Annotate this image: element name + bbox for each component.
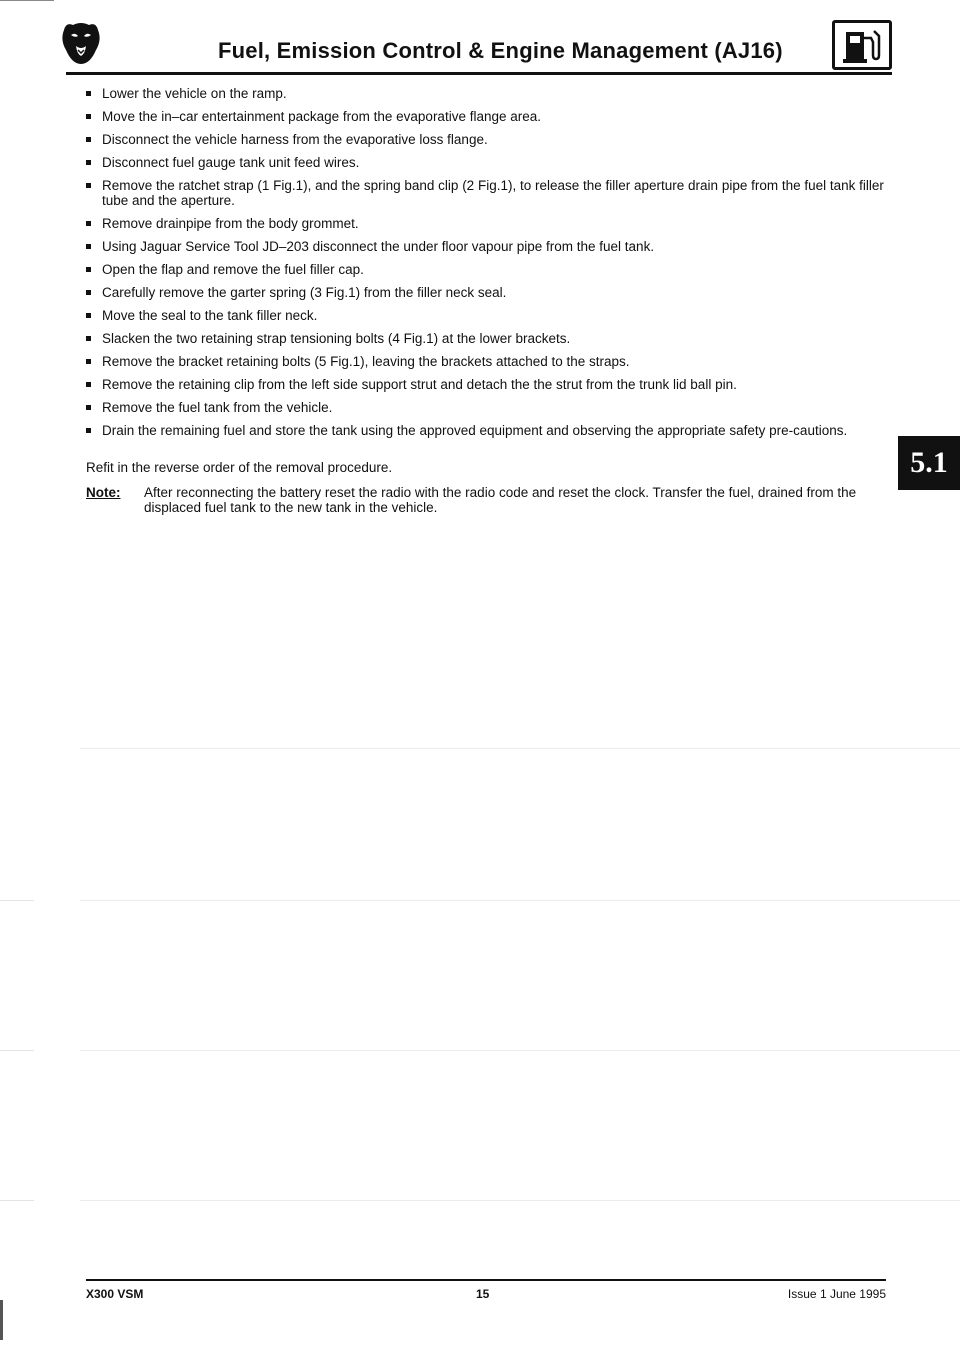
faint-guide-line: [80, 1050, 960, 1051]
bullet-icon: [86, 405, 91, 410]
note-label: Note:: [86, 485, 121, 500]
faint-guide-line: [80, 748, 960, 749]
section-tab: 5.1: [898, 436, 960, 490]
header-rule: [66, 72, 892, 75]
page-header: [58, 14, 894, 76]
procedure-step: Remove the retaining clip from the left side support strut and detach the the strut from the trunk lid ball pin.: [86, 377, 886, 392]
procedure-step: Slacken the two retaining strap tensioning bolts (4 Fig.1) at the lower brackets.: [86, 331, 886, 346]
binding-mark: [0, 1300, 3, 1340]
bullet-icon: [86, 290, 91, 295]
bullet-icon: [86, 244, 91, 249]
faint-guide-line: [80, 1200, 960, 1201]
procedure-step: Disconnect the vehicle harness from the evaporative loss flange.: [86, 132, 886, 147]
bullet-icon: [86, 359, 91, 364]
note-block: [86, 485, 886, 515]
page-title: Fuel, Emission Control & Engine Management (AJ16): [218, 38, 783, 63]
faint-guide-line: [80, 900, 960, 901]
jaguar-head-logo: [58, 20, 104, 66]
top-edge-line: [0, 0, 54, 1]
procedure-step: Remove the bracket retaining bolts (5 Fig.1), leaving the brackets attached to the straps.: [86, 354, 886, 369]
page-number: 15: [476, 1287, 490, 1301]
edge-mark: [0, 1200, 34, 1201]
procedure-step: Move the in–car entertainment package from the evaporative flange area.: [86, 109, 886, 124]
edge-mark: [0, 1050, 34, 1051]
footer-rule: [86, 1279, 886, 1281]
bullet-icon: [86, 382, 91, 387]
procedure-content: [86, 86, 886, 515]
bullet-icon: [86, 137, 91, 142]
procedure-step: Remove drainpipe from the body grommet.: [86, 216, 886, 231]
procedure-step: Using Jaguar Service Tool JD–203 disconnect the under floor vapour pipe from the fuel tank.: [86, 239, 886, 254]
fuel-pump-icon: [835, 23, 889, 67]
procedure-step: Lower the vehicle on the ramp.: [86, 86, 886, 101]
procedure-step: Move the seal to the tank filler neck.: [86, 308, 886, 323]
bullet-icon: [86, 313, 91, 318]
procedure-step: Drain the remaining fuel and store the tank using the approved equipment and observing the appropriate safety pre-cautions.: [86, 423, 886, 438]
procedure-step: Open the flap and remove the fuel filler cap.: [86, 262, 886, 277]
bullet-icon: [86, 428, 91, 433]
bullet-icon: [86, 221, 91, 226]
procedure-step: Carefully remove the garter spring (3 Fig.1) from the filler neck seal.: [86, 285, 886, 300]
note-text: After reconnecting the battery reset the radio with the radio code and reset the clock. Transfer the fuel, drained from the displaced fuel tank to the new tank in the vehicle.: [144, 485, 857, 515]
procedure-step: Remove the ratchet strap (1 Fig.1), and the spring band clip (2 Fig.1), to release the filler aperture drain pipe from the fuel tank filler tube and the aperture.: [86, 178, 886, 208]
bullet-icon: [86, 336, 91, 341]
procedure-step: Disconnect fuel gauge tank unit feed wires.: [86, 155, 886, 170]
edge-mark: [0, 900, 34, 901]
document-code: X300 VSM: [86, 1287, 144, 1301]
bullet-icon: [86, 91, 91, 96]
issue-date: Issue 1 June 1995: [787, 1287, 886, 1301]
bullet-icon: [86, 183, 91, 188]
refit-instruction: Refit in the reverse order of the removal procedure.: [86, 460, 393, 475]
bullet-icon: [86, 114, 91, 119]
bullet-icon: [86, 160, 91, 165]
section-icon-frame: [832, 20, 892, 70]
bullet-icon: [86, 267, 91, 272]
procedure-step: Remove the fuel tank from the vehicle.: [86, 400, 886, 415]
procedure-steps: [86, 86, 886, 438]
